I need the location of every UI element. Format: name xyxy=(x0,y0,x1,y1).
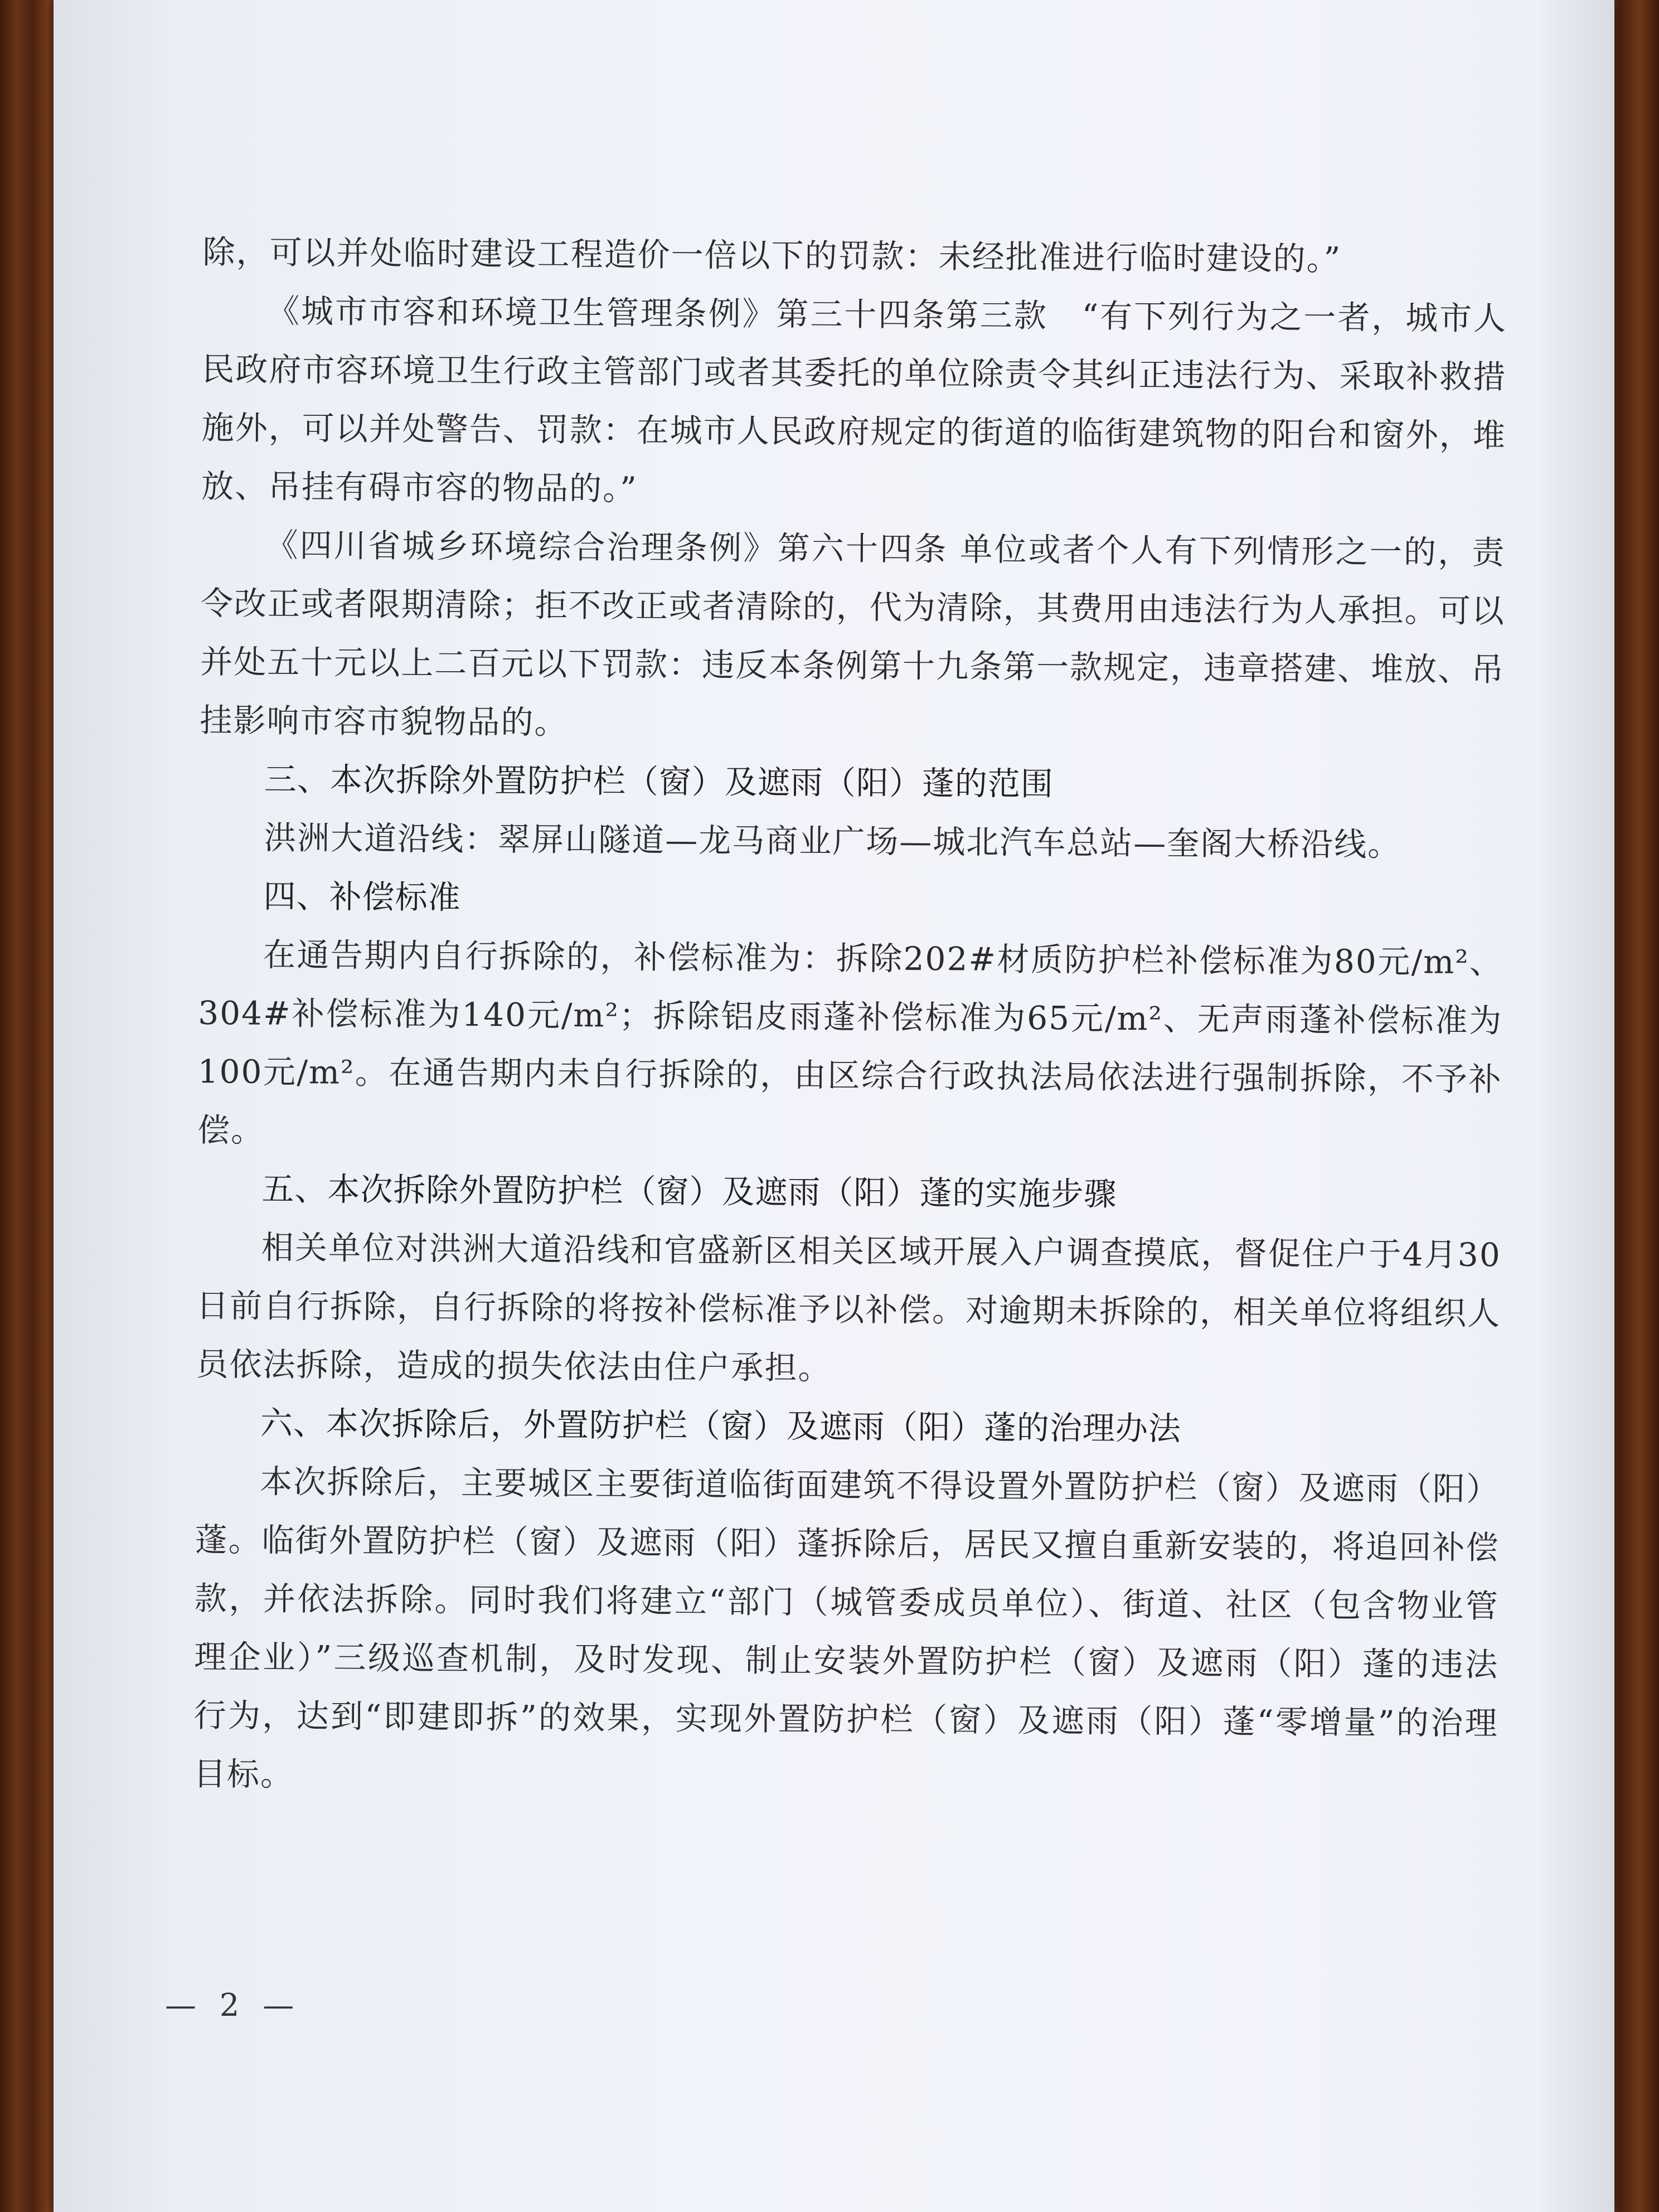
paragraph-continuation: 除，可以并处临时建设工程造价一倍以下的罚款：未经批准进行临时建设的。” xyxy=(202,232,1342,278)
section-heading-governance: 六、本次拆除后，外置防护栏（窗）及遮雨（阳）蓬的治理办法 xyxy=(260,1404,1182,1448)
section-heading-scope: 三、本次拆除外置防护栏（窗）及遮雨（阳）蓬的范围 xyxy=(264,760,1054,803)
paragraph-governance: 本次拆除后，主要城区主要街道临街面建筑不得设置外置防护栏（窗）及遮雨（阳）蓬。临街外置防护栏（窗）及遮雨（阳）蓬拆除后，居民又擅自重新安装的，将追回补偿款，并依法拆除。同时我们将建立“部门（城管委成员单位）、街道、社区（包含物业管理企业）”三级巡查机制，及时发现、制止安装外置防护栏（窗）及遮雨（阳）蓬的违法行为，达到“即建即拆”的效果，实现外置防护栏（窗）及遮雨（阳）蓬“零增量”的治理目标。 xyxy=(193,1462,1500,1794)
section-heading-implementation: 五、本次拆除外置防护栏（窗）及遮雨（阳）蓬的实施步骤 xyxy=(261,1170,1117,1214)
page-number: — 2 — xyxy=(165,1987,301,2024)
section-heading-compensation: 四、补偿标准 xyxy=(263,877,461,916)
paragraph-regulation-citation-1: 《城市市容和环境卫生管理条例》第三十四条第三款 “有下列行为之一者，城市人民政府市容环境卫生行政主管部门或者其委托的单位除责令其纠正违法行为、采取补救措施外，可以并处警告、罚款：在城市人民政府规定的街道的临街建筑物的阳台和窗外，堆放、吊挂有碍市容的物品的。” xyxy=(201,292,1507,508)
document-page xyxy=(54,0,1614,2212)
document-body xyxy=(193,223,1507,1811)
paragraph-scope: 洪洲大道沿线：翠屏山隧道—龙马商业广场—城北汽车总站—奎阁大桥沿线。 xyxy=(264,818,1401,864)
paragraph-implementation: 相关单位对洪洲大道沿线和官盛新区相关区域开展入户调查摸底，督促住户于4月30日前自行拆除，自行拆除的将按补偿标准予以补偿。对逾期未拆除的，相关单位将组织人员依法拆除，造成的损失依法由住户承担。 xyxy=(196,1228,1501,1387)
paragraph-regulation-citation-2: 《四川省城乡环境综合治理条例》第六十四条 单位或者个人有下列情形之一的，责令改正或者限期清除；拒不改正或者清除的，代为清除，其费用由违法行为人承担。可以并处五十元以上二百元以下罚款：违反本条例第十九条第一款规定，违章搭建、堆放、吊挂影响市容市貌物品的。 xyxy=(200,526,1506,742)
paragraph-compensation: 在通告期内自行拆除的，补偿标准为：拆除202#材质防护栏补偿标准为80元/m²、304#补偿标准为140元/m²；拆除铝皮雨蓬补偿标准为65元/m²、无声雨蓬补偿标准为100元/m²。在通告期内未自行拆除的，由区综合行政执法局依法进行强制拆除，不予补偿。 xyxy=(197,935,1503,1149)
